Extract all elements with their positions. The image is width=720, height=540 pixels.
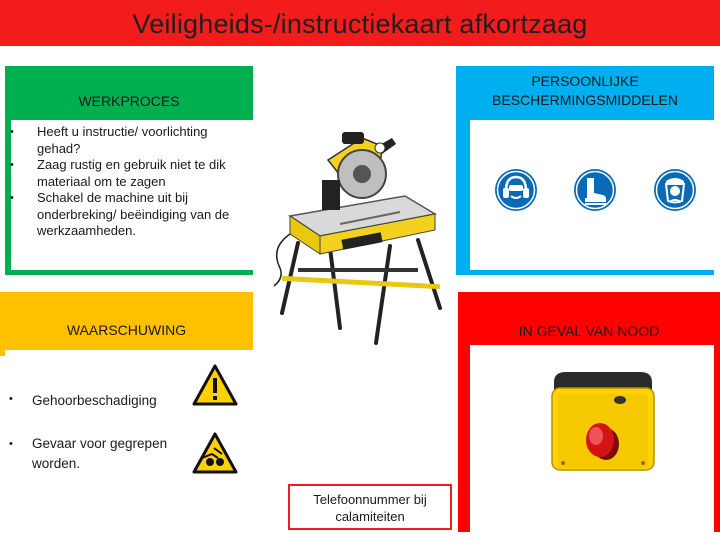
entanglement-warning-icon [192,432,238,474]
list-item-text: Gehoorbeschadiging [32,393,157,408]
general-warning-icon [192,364,238,406]
list-item-text: Zaag rustig en gebruik niet te dik materiaal om te zagen [37,157,226,189]
werkproces-list [10,124,247,240]
nood-heading: IN GEVAL VAN NOOD [518,323,660,339]
list-item-text: Schakel de machine uit bij onderbreking/ beëindiging van de werkzaamheden. [37,190,230,238]
list-item: • Heeft u instructie/ voorlichting gehad? [10,124,208,156]
page-title: Veiligheids-/instructiekaart afkortzaag [132,9,588,39]
list-item: • Schakel de machine uit bij onderbreking/ beëindiging van de werkzaamheden. [10,190,230,238]
pbm-heading: PERSOONLIJKE BESCHERMINGSMIDDELEN [492,73,678,108]
werkproces-heading: WERKPROCES [78,93,180,109]
list-item: • Zaag rustig en gebruik niet te dik materiaal om te zagen [10,157,226,189]
waarschuwing-heading: WAARSCHUWING [66,322,187,338]
waarschuwing-item: • Gehoorbeschadiging [9,393,157,408]
ear-eye-protection-icon [494,168,538,212]
emergency-phone-box: Telefoonnummer bij calamiteiten [288,484,452,530]
waarschuwing-item: • Gevaar voor gegrepen worden. [9,436,168,471]
saw-machine-image [270,128,450,353]
face-shield-icon [653,168,697,212]
safety-boots-icon [573,168,617,212]
emergency-stop-image [548,368,658,478]
list-item-text: Heeft u instructie/ voorlichting gehad? [37,124,208,156]
list-item-text: Gevaar voor gegrepen worden. [32,436,168,471]
